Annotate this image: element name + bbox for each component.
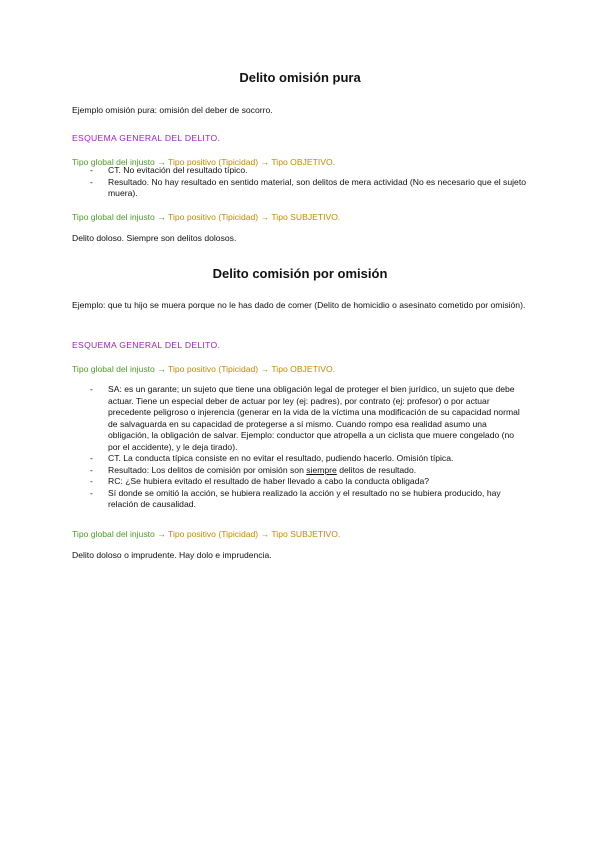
tipo-line-part-b: Tipo positivo (Tipicidad) → [168, 364, 272, 374]
closing-paragraph [72, 549, 528, 561]
tipo-subjetivo-line [72, 207, 528, 225]
example-text: Ejemplo omisión pura: omisión del deber de socorro. [72, 105, 273, 115]
tipo-line-part-c: Tipo SUBJETIVO. [271, 212, 341, 222]
tipo-line-part-c: Tipo SUBJETIVO. [271, 529, 341, 539]
list-item: - RC: ¿Se hubiera evitado el resultado de haber llevado a cabo la conducta obligada? [90, 476, 430, 486]
list-item: - CT. La conducta típica consiste en no evitar el resultado, pudiendo hacerlo. Omisión típica. [90, 453, 454, 463]
closing-text: Delito doloso o imprudente. Hay dolo e imprudencia. [72, 550, 272, 560]
objetivo-list [72, 165, 528, 200]
section-title-comision-por-omision: Delito comisión por omisión [212, 266, 388, 281]
tipo-line-part-a: Tipo global del injusto → [72, 157, 169, 167]
tipo-line-part-b: Tipo positivo (Tipicidad) → [168, 529, 272, 539]
tipo-line-part-a: Tipo global del injusto → [72, 364, 169, 374]
tipo-line-part-c: Tipo OBJETIVO. [271, 364, 336, 374]
list-item: - CT. No evitación del resultado típico. [90, 165, 248, 175]
closing-paragraph [72, 232, 528, 244]
example-paragraph [72, 104, 528, 116]
list-item: - Sí donde se omitió la acción, se hubiera realizado la acción y el resultado no se hubiera producido, hay relación de causalidad. [90, 487, 501, 509]
tipo-line-part-c: Tipo OBJETIVO. [271, 157, 336, 167]
tipo-line-part-b: Tipo positivo (Tipicidad) → [168, 212, 272, 222]
list-item: - Resultado: Los delitos de comisión por omisión son siempre delitos de resultado. [90, 464, 417, 475]
example-paragraph [72, 299, 528, 311]
list-item: - SA: es un garante; un sujeto que tiene una obligación legal de proteger el bien jurídico, un sujeto que debe actuar. Tiene un especial deber de actuar por ley (ej: padres), por contrato (ej: profesor) o por actuar precedente peligroso o injerencia (generar en la vida de la víctima una modificación de su capacidad normal de salvaguarda en su capacidad de protegerse a sí mismo. Cuando rompo esa realidad asumo una obligación, la obligación de salvar. Ejemplo: conductor que atropella a un ciclista que muere congelado (no por el accidente), y le deja tirado). [90, 384, 520, 452]
tipo-objetivo-line [72, 359, 528, 377]
tipo-line-part-a: Tipo global del injusto → [72, 529, 169, 539]
tipo-subjetivo-line [72, 524, 528, 542]
scheme-heading-text: ESQUEMA GENERAL DEL DELITO. [72, 133, 221, 143]
objetivo-list [72, 384, 528, 511]
list-item: - Resultado. No hay resultado en sentido material, son delitos de mera actividad (No es necesario que el sujeto muera). [90, 176, 526, 198]
underlined-word: siempre [306, 464, 337, 475]
scheme-heading [72, 335, 528, 353]
scheme-heading [72, 128, 528, 146]
scheme-heading-text: ESQUEMA GENERAL DEL DELITO. [72, 340, 221, 350]
section-title-omision-pura: Delito omisión pura [239, 70, 361, 85]
closing-text: Delito doloso. Siempre son delitos dolosos. [72, 233, 237, 243]
tipo-line-part-a: Tipo global del injusto → [72, 212, 169, 222]
tipo-line-part-b: Tipo positivo (Tipicidad) → [168, 157, 272, 167]
example-text: Ejemplo: que tu hijo se muera porque no le has dado de comer (Delito de homicidio o asesinato cometido por omisión). [72, 300, 526, 310]
